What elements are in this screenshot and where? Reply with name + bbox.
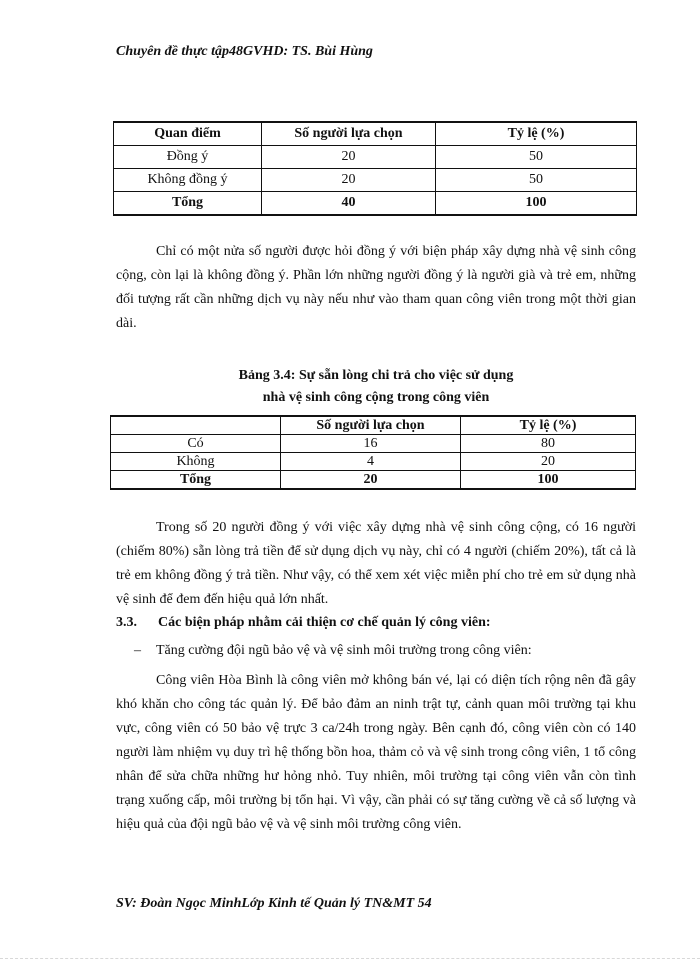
page-footer: SV: Đoàn Ngọc MinhLớp Kinh tế Quản lý TN&MT 54 bbox=[116, 896, 432, 911]
table-cell: 20 bbox=[262, 169, 436, 192]
page-header: Chuyên đề thực tập48GVHD: TS. Bùi Hùng bbox=[116, 44, 373, 59]
paragraph-text: Chỉ có một nửa số người được hỏi đồng ý với biện pháp xây dựng nhà vệ sinh công cộng, còn lại là không đồng ý. Phần lớn những người đồng ý là người già và trẻ em, những đối tượng rất cần những dịch vụ này nếu như vào tham quan công viên trong một thời gian dài. bbox=[116, 244, 636, 331]
total-cell: 100 bbox=[436, 192, 637, 216]
paragraph-opinion bbox=[116, 240, 636, 336]
total-cell: 100 bbox=[461, 471, 636, 490]
table-cell: Có bbox=[111, 435, 281, 453]
header-cell: Số người lựa chọn bbox=[281, 416, 461, 435]
opinion-table bbox=[113, 121, 637, 216]
paragraph-text: Trong số 20 người đồng ý với việc xây dựng nhà vệ sinh công cộng, có 16 người (chiếm 80%) sẵn lòng trả tiền để sử dụng dịch vụ này, chỉ có 4 người (chiếm 20%), tất cả là trẻ em không đồng ý trả tiền. Như vậy, có thể xem xét việc miễn phí cho trẻ em sử dụng nhà vệ sinh để đem đến hiệu quả lớn nhất. bbox=[116, 520, 636, 607]
table-row bbox=[111, 435, 636, 453]
total-cell: Tổng bbox=[114, 192, 262, 216]
total-cell: 20 bbox=[281, 471, 461, 490]
table-cell: 20 bbox=[262, 146, 436, 169]
header-cell: Tỷ lệ (%) bbox=[461, 416, 636, 435]
table-cell: Không đồng ý bbox=[114, 169, 262, 192]
section-number: 3.3. bbox=[116, 615, 137, 630]
header-cell bbox=[111, 416, 281, 435]
table-cell: 4 bbox=[281, 453, 461, 471]
table-cell: Không bbox=[111, 453, 281, 471]
header-cell: Tỷ lệ (%) bbox=[436, 122, 637, 146]
willingness-table bbox=[110, 415, 636, 490]
table-caption-line1: Bảng 3.4: Sự sẵn lòng chi trả cho việc sử dụng bbox=[238, 368, 514, 383]
table-cell: Đồng ý bbox=[114, 146, 262, 169]
section-title: Các biện pháp nhằm cải thiện cơ chế quản lý công viên: bbox=[158, 615, 491, 630]
table-total-row bbox=[114, 192, 637, 216]
total-cell: 40 bbox=[262, 192, 436, 216]
table-caption-line2: nhà vệ sinh công cộng trong công viên bbox=[262, 390, 490, 405]
table-cell: 50 bbox=[436, 169, 637, 192]
table-total-row bbox=[111, 471, 636, 490]
table-row bbox=[114, 146, 637, 169]
header-cell: Quan điểm bbox=[114, 122, 262, 146]
paragraph-willingness bbox=[116, 516, 636, 612]
header-cell: Số người lựa chọn bbox=[262, 122, 436, 146]
paragraph-text: Công viên Hòa Bình là công viên mở không bán vé, lại có diện tích rộng nên đã gây khó khăn cho công tác quản lý. Để bảo đảm an ninh trật tự, cảnh quan môi trường tại khu vực, công viên có 50 bảo vệ trực 3 ca/24h trong ngày. Bên cạnh đó, công viên còn có 140 người làm nhiệm vụ duy trì hệ thống bồn hoa, thảm cỏ và vệ sinh trong công viên, 1 tổ công nhân để sửa chữa những hư hỏng nhỏ. Tuy nhiên, môi trường tại công viên vẫn còn tình trạng xuống cấp, môi trường bị tổn hại. Vì vậy, cần phải có sự tăng cường về cả số lượng và hiệu quả của đội ngũ bảo vệ và vệ sinh môi trường công viên. bbox=[116, 673, 636, 832]
table-cell: 50 bbox=[436, 146, 637, 169]
paragraph-park-management bbox=[116, 669, 636, 837]
bullet-text: Tăng cường đội ngũ bảo vệ và vệ sinh môi trường trong công viên: bbox=[156, 643, 532, 658]
dash-icon: – bbox=[134, 643, 141, 658]
table-cell: 80 bbox=[461, 435, 636, 453]
table-header-row bbox=[111, 416, 636, 435]
total-cell: Tổng bbox=[111, 471, 281, 490]
table-row bbox=[114, 169, 637, 192]
section-heading bbox=[116, 615, 491, 631]
page-bottom-divider bbox=[0, 958, 700, 959]
table-cell: 16 bbox=[281, 435, 461, 453]
table-row bbox=[111, 453, 636, 471]
table-header-row bbox=[114, 122, 637, 146]
table-cell: 20 bbox=[461, 453, 636, 471]
bullet-item bbox=[134, 643, 532, 659]
